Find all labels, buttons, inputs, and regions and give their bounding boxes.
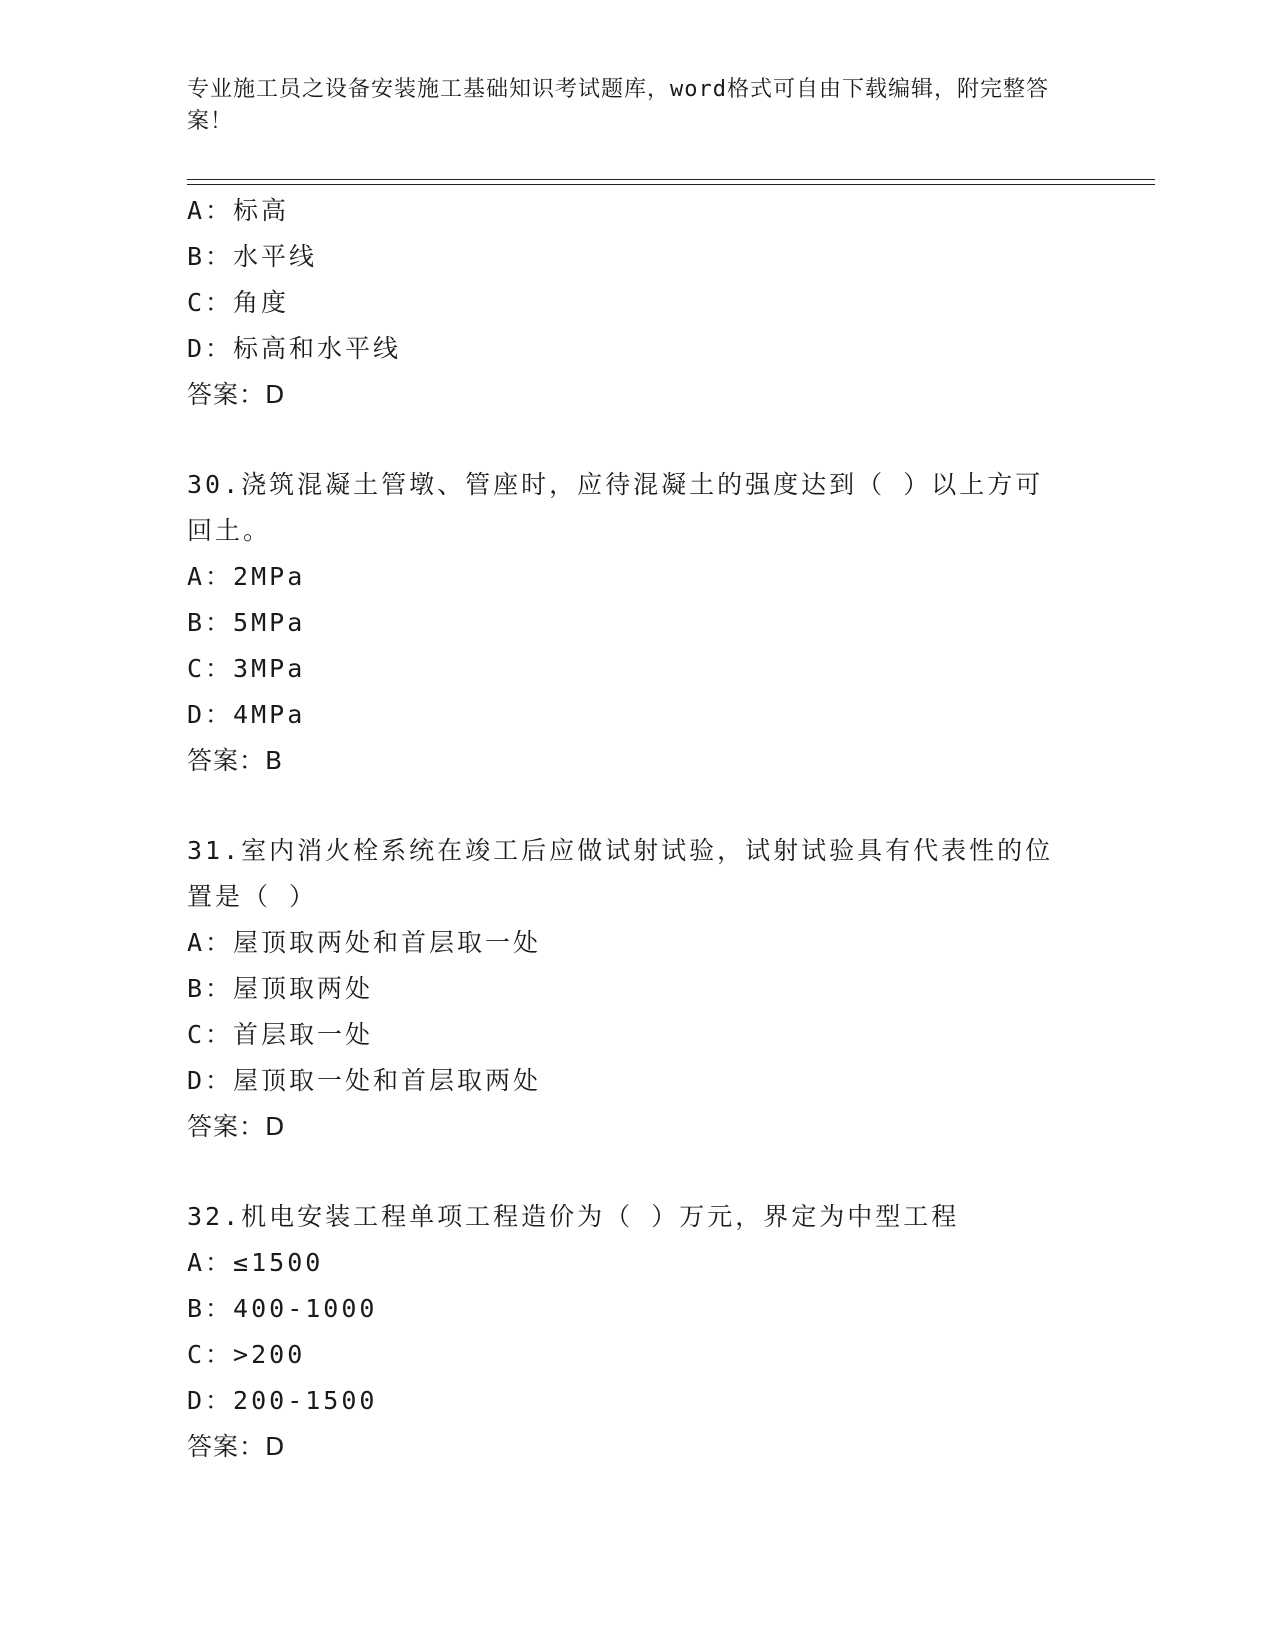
answer-line: 答案：D	[187, 1432, 286, 1461]
answer-line: 答案：D	[187, 1112, 286, 1141]
question-stem: 31.室内消火栓系统在竣工后应做试射试验，试射试验具有代表性的位置是（ ）	[187, 836, 1054, 911]
option-b: B：水平线	[187, 242, 318, 271]
option-d: D：屋顶取一处和首层取两处	[187, 1066, 542, 1095]
option-b: B：屋顶取两处	[187, 974, 374, 1003]
question-29-continued	[187, 188, 1087, 418]
question-stem: 32.机电安装工程单项工程造价为（ ）万元，界定为中型工程	[187, 1202, 960, 1231]
option-a: A：屋顶取两处和首层取一处	[187, 928, 542, 957]
option-a: A：≤1500	[187, 1248, 324, 1277]
option-a: A：2MPa	[187, 562, 306, 591]
option-c: C：首层取一处	[187, 1020, 374, 1049]
option-a: A：标高	[187, 196, 290, 225]
question-stem: 30.浇筑混凝土管墩、管座时，应待混凝土的强度达到（ ）以上方可回土。	[187, 470, 1044, 545]
document-header: 专业施工员之设备安装施工基础知识考试题库，word格式可自由下载编辑，附完整答案！	[187, 77, 1049, 134]
option-d: D：200-1500	[187, 1386, 378, 1415]
question-31	[187, 828, 1087, 1150]
header-divider-thick	[187, 179, 1155, 180]
header-divider-thin	[187, 184, 1155, 185]
option-d: D：标高和水平线	[187, 334, 402, 363]
question-32	[187, 1194, 1087, 1470]
question-list	[187, 188, 1087, 1470]
answer-line: 答案：B	[187, 746, 284, 775]
option-b: B：5MPa	[187, 608, 306, 637]
option-d: D：4MPa	[187, 700, 306, 729]
option-b: B：400-1000	[187, 1294, 378, 1323]
option-c: C：角度	[187, 288, 290, 317]
option-c: C：>200	[187, 1340, 306, 1369]
answer-line: 答案：D	[187, 380, 286, 409]
question-30	[187, 462, 1087, 784]
option-c: C：3MPa	[187, 654, 306, 683]
